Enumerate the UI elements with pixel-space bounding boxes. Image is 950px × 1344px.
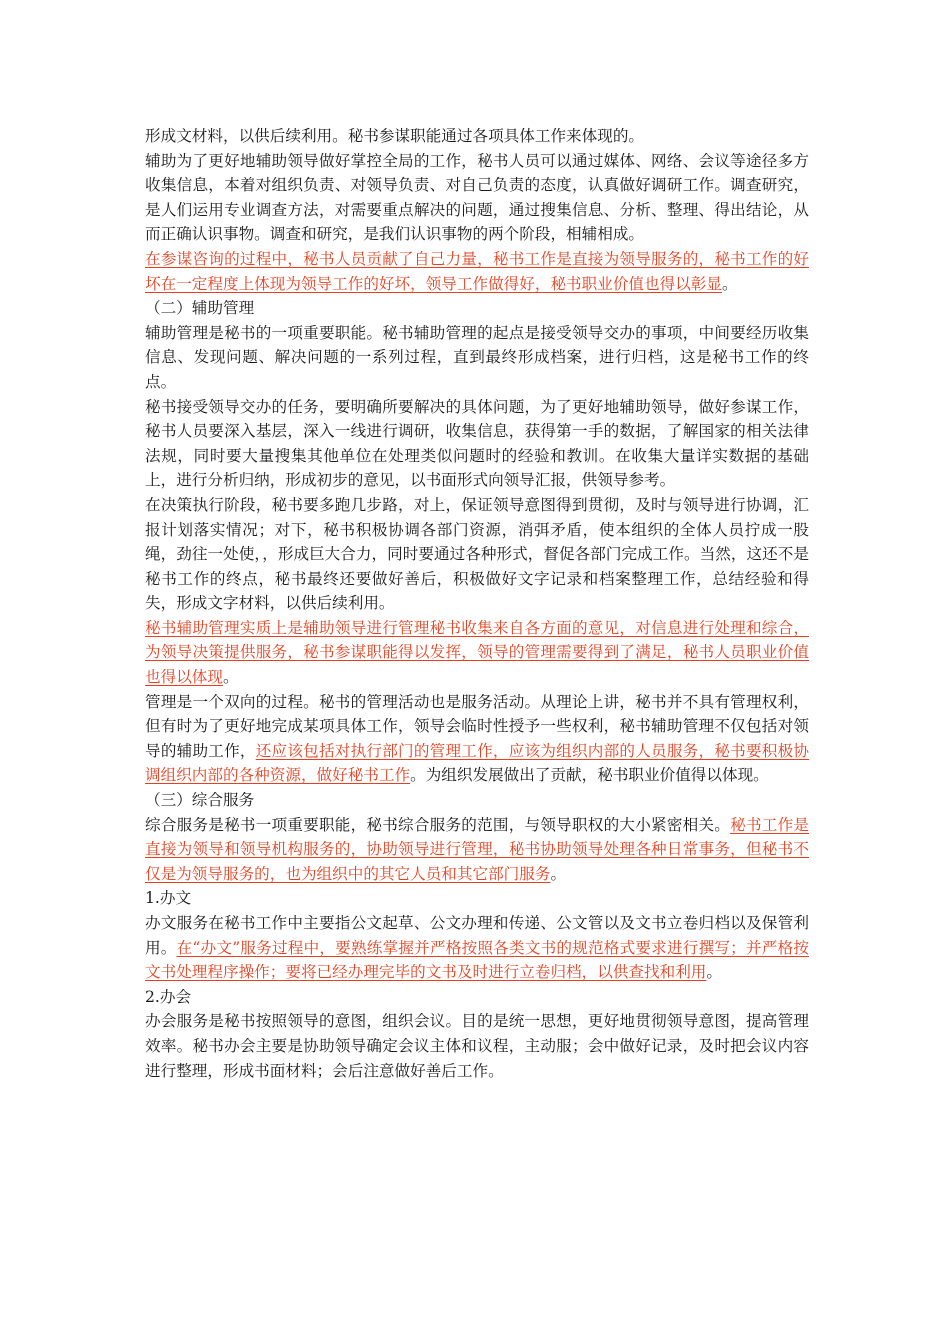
- body-text: 。: [550, 864, 567, 883]
- document-body: [145, 124, 809, 1083]
- body-text: 办文服务在秘书工作中主要指公文起草、公文办理和传递、公文管以及文书立卷归档以及保管利用。: [145, 914, 809, 957]
- body-text: 辅助为了更好地辅助领导做好掌控全局的工作，秘书人员可以通过媒体、网络、会议等途径多方收集信息，本着对组织负责、对领导负责、对自己负责的态度，认真做好调研工作。调查研究，是人们运用专业调查方法，对需要重点解决的问题，通过搜集信息、分析、整理、得出结论，从而正确认识事物。调查和研究，是我们认识事物的两个阶段，相辅相成。: [145, 151, 809, 244]
- paragraph: [145, 247, 809, 296]
- highlighted-text: 秘书工作是直接为领导和领导机构服务的，协助领导进行管理，秘书协助领导处理各种日常事务，但秘书不仅是为领导服务的，也为组织中的其它人员和其它部门服务: [145, 815, 809, 883]
- body-text: 管理是一个双向的过程。秘书的管理活动也是服务活动。从理论上讲，秘书并不具有管理权利，但有时为了更好地完成某项具体工作，领导会临时性授予一些权利，秘书辅助管理不仅包括对领导的辅助工作，: [145, 692, 809, 760]
- body-text: 。为组织发展做出了贡献，秘书职业价值得以体现。: [410, 766, 769, 785]
- body-text: 在决策执行阶段，秘书要多跑几步路，对上，保证领导意图得到贯彻，及时与领导进行协调，汇报计划落实情况；对下，秘书积极协调各部门资源，消弭矛盾，使本组织的全体人员拧成一股绳，劲往一处使，，形成巨大合力，同时要通过各种形式，督促各部门完成工作。当然，这还不是秘书工作的终点，秘书最终还要做好善后，积极做好文字记录和档案整理工作，总结经验和得失，形成文字材料，以供后续利用。: [145, 495, 809, 613]
- body-text: 办会服务是秘书按照领导的意图，组织会议。目的是统一思想，更好地贯彻领导意图，提高管理效率。秘书办会主要是协助领导确定会议主体和议程，主动服；会中做好记录，及时把会议内容进行整理，形成书面材料；会后注意做好善后工作。: [145, 1012, 809, 1080]
- paragraph: [145, 690, 809, 788]
- paragraph: [145, 493, 809, 616]
- body-text: 形成文材料，以供后续利用。秘书参谋职能通过各项具体工作来体现的。: [145, 127, 645, 145]
- paragraph: [145, 1009, 809, 1083]
- paragraph: [145, 296, 809, 321]
- paragraph: [145, 886, 809, 911]
- body-text: 1.办文: [145, 889, 192, 908]
- highlighted-text: 在“办文”服务过程中，要熟练掌握并严格按照各类文书的规范格式要求进行撰写；并严格按文书处理程序操作；要将已经办理完毕的文书及时进行立卷归档，以供查找和利用: [145, 938, 809, 982]
- highlighted-text: 还应该包括对执行部门的管理工作，应该为组织内部的人员服务，秘书要积极协调组织内部的各种资源，做好秘书工作: [145, 741, 809, 785]
- body-text: 。: [222, 668, 239, 687]
- paragraph: [145, 321, 809, 395]
- paragraph: [145, 395, 809, 493]
- paragraph: [145, 788, 809, 813]
- body-text: 秘书接受领导交办的任务，要明确所要解决的具体问题，为了更好地辅助领导，做好参谋工作，秘书人员要深入基层，深入一线进行调研，收集信息，获得第一手的数据，了解国家的相关法律法规，同时要大量搜集其他单位在处理类似问题时的经验和教训。在收集大量详实数据的基础上，进行分析归纳，形成初步的意见，以书面形式向领导汇报，供领导参考。: [145, 397, 809, 490]
- body-text: （三）综合服务: [145, 791, 255, 810]
- paragraph: [145, 124, 809, 149]
- body-text: 。: [706, 963, 722, 982]
- body-text: 辅助管理是秘书的一项重要职能。秘书辅助管理的起点是接受领导交办的事项，中间要经历收集信息、发现问题、解决问题的一系列过程，直到最终形成档案，进行归档，这是秘书工作的终点。: [145, 323, 809, 391]
- paragraph: [145, 813, 809, 887]
- paragraph: [145, 616, 809, 690]
- body-text: （二）辅助管理: [145, 299, 255, 318]
- paragraph: [145, 149, 809, 247]
- body-text: 2.办会: [145, 987, 192, 1006]
- paragraph: [145, 985, 809, 1010]
- highlighted-text: 秘书辅助管理实质上是辅助领导进行管理秘书收集来自各方面的意见，对信息进行处理和综合，为领导决策提供服务，秘书参谋职能得以发挥，领导的管理需要得到了满足，秘书人员职业价值也得以体现: [145, 618, 809, 687]
- body-text: 综合服务是秘书一项重要职能，秘书综合服务的范围，与领导职权的大小紧密相关。: [145, 815, 731, 834]
- paragraph: [145, 911, 809, 985]
- highlighted-text: 在参谋咨询的过程中，秘书人员贡献了自己力量，秘书工作是直接为领导服务的，秘书工作的好坏在一定程度上体现为领导工作的好坏，领导工作做得好，秘书职业价值也得以彰显: [145, 249, 809, 293]
- body-text: 。: [721, 274, 738, 293]
